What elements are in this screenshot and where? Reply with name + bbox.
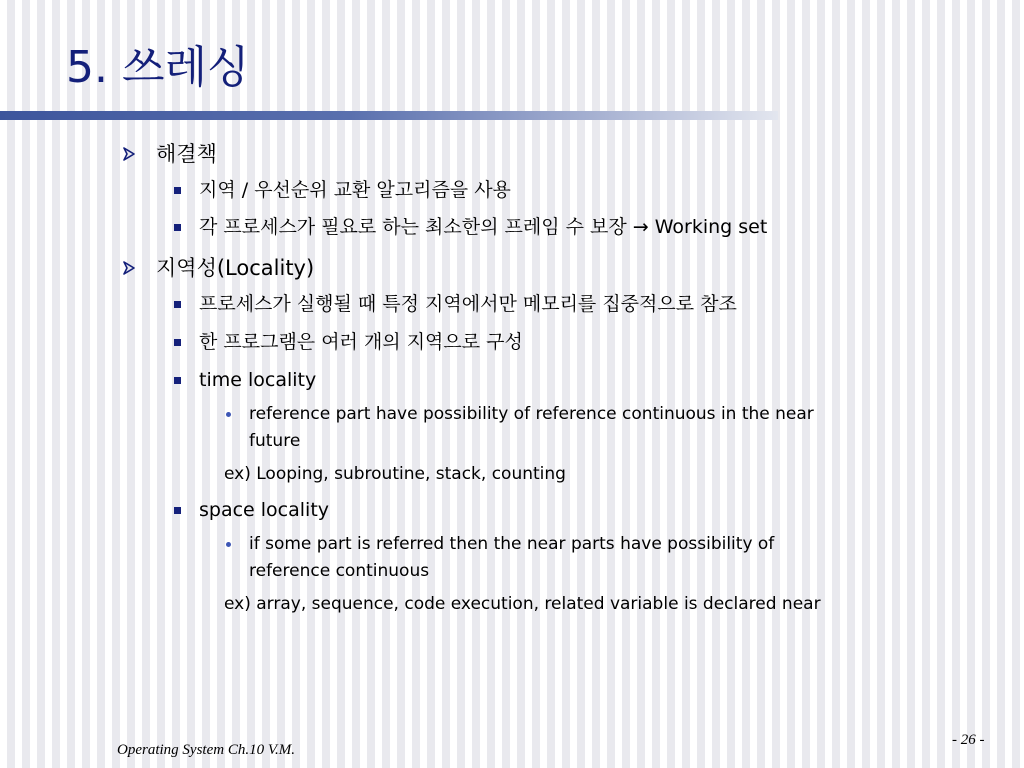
arrow-right-icon: →: [632, 216, 649, 238]
time-locality-label: time locality: [199, 369, 317, 391]
title-rule: [0, 111, 778, 120]
time-detail-line1: reference part have possibility of reference continuous in the near: [249, 404, 814, 424]
locality-item-1: 프로세스가 실행될 때 특정 지역에서만 메모리를 집중적으로 참조: [199, 293, 737, 315]
arrowhead-icon: [122, 254, 138, 282]
locality-item-2: 한 프로그램은 여러 개의 지역으로 구성: [199, 331, 523, 353]
solution-item-2: 각 프로세스가 필요로 하는 최소한의 프레임 수 보장: [199, 216, 633, 238]
solution-item-1: 지역 / 우선순위 교환 알고리즘을 사용: [199, 179, 511, 201]
solution-heading: 해결책: [156, 142, 217, 166]
square-bullet-icon: [174, 290, 184, 318]
square-bullet-icon: [174, 496, 184, 524]
space-detail-line1: if some part is referred then the near parts have possibility of: [249, 534, 775, 554]
square-bullet-icon: [174, 328, 184, 356]
locality-heading: 지역성(Locality): [156, 256, 315, 280]
square-bullet-icon: [174, 176, 184, 204]
time-example: ex) Looping, subroutine, stack, counting: [224, 464, 566, 484]
slide-title: 5. 쓰레싱: [66, 42, 250, 93]
time-detail-line2: future: [249, 431, 301, 451]
round-bullet-icon: [226, 401, 236, 427]
square-bullet-icon: [174, 366, 184, 394]
space-detail-line2: reference continuous: [249, 561, 430, 581]
footer-course-label: Operating System Ch.10 V.M.: [117, 742, 296, 758]
page-number: - 26 -: [952, 732, 985, 748]
square-bullet-icon: [174, 213, 184, 241]
space-locality-label: space locality: [199, 499, 330, 521]
working-set-label: Working set: [654, 216, 768, 238]
space-example: ex) array, sequence, code execution, related variable is declared near: [224, 594, 821, 614]
round-bullet-icon: [226, 531, 236, 557]
arrowhead-icon: [122, 140, 138, 168]
